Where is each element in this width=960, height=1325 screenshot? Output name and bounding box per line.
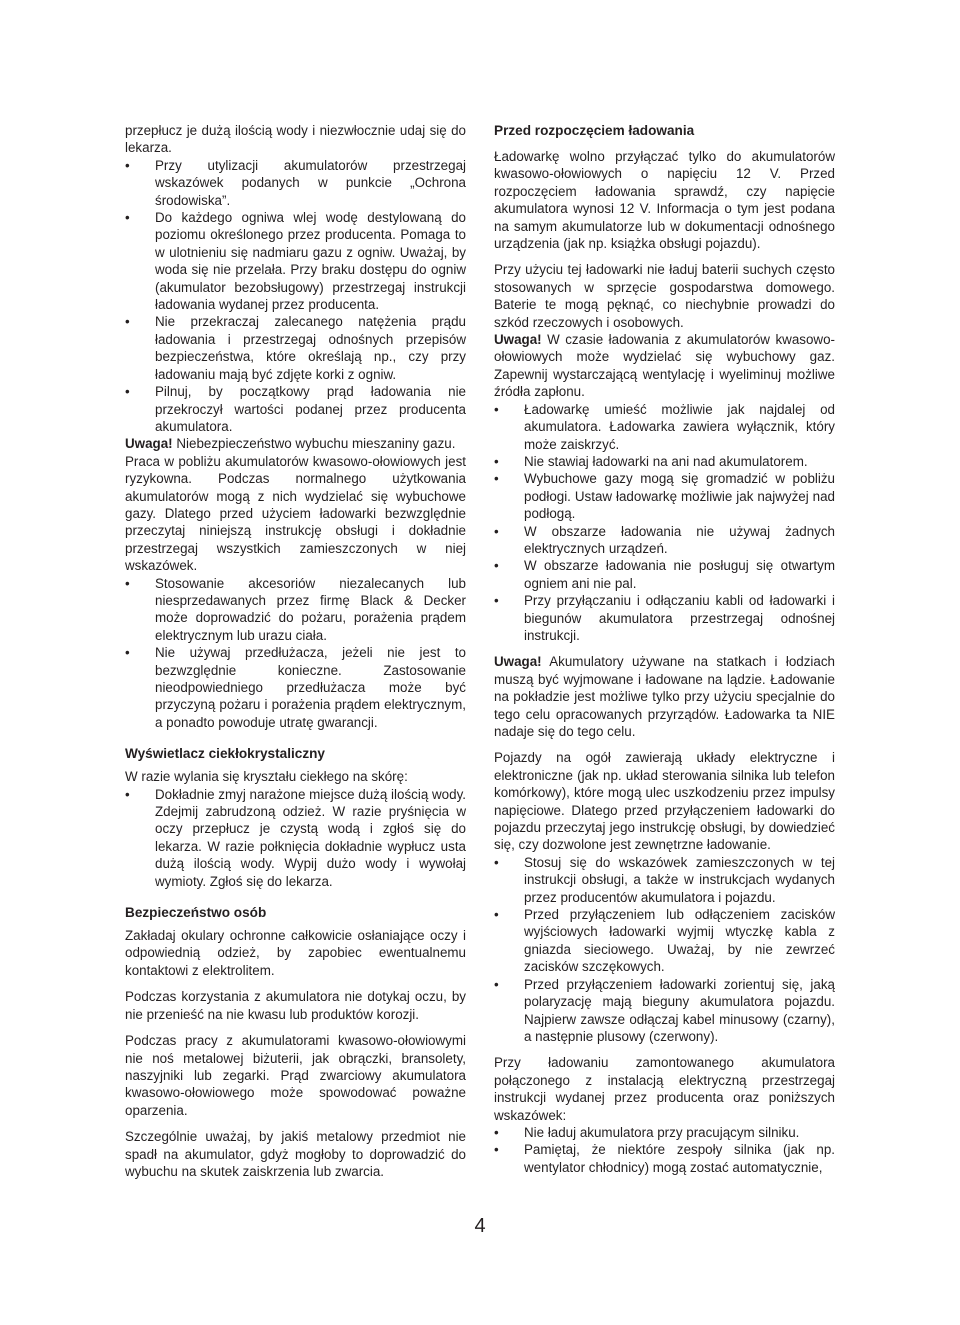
list-item: • Do każdego ogniwa wlej wodę destylowaną do poziomu określonego przez producenta. Pomaga to w ulotnieniu się nadmiaru gazu z ogniw. Uważaj, by woda się nie przelała. Przy braku dostępu do ogniw (akumulator bezobsługowy) przestrzegaj instrukcji ładowania wydanej przez producenta.	[125, 209, 466, 313]
warning-text: Niebezpieczeństwo wybuchu mieszaniny gazu.	[172, 436, 456, 452]
dry-batteries-paragraph: Przy użyciu tej ładowarki nie ładuj baterii suchych często stosowanych w sprzęcie gospodarstwa domowego. Baterie te mogą pęknąć, co niechybnie prowadzi do szkód rzeczowych i osobowych.	[494, 262, 835, 330]
accessories-list	[125, 575, 466, 732]
lcd-intro: W razie wylania się kryształu ciekłego na skórę:	[125, 769, 408, 785]
warning-label: Uwaga!	[494, 654, 542, 670]
boat-batteries-warning	[494, 653, 835, 740]
lead-acid-paragraph: Praca w pobliżu akumulatorów kwasowo-ołowiowych jest ryzykowna. Podczas normalnego użytkowania akumulatorów mogą z nich wydzielać się wybuchowe gazy. Dlatego przed użyciem ładowarki bezwzględnie przeczytaj niniejszą instrukcję obsługi i dokładnie przestrzegaj wszystkich zamieszczonych w niej wskazówek.	[125, 453, 466, 574]
lcd-list	[125, 786, 466, 890]
vehicles-list	[494, 854, 835, 1045]
installed-battery-paragraph: Przy ładowaniu zamontowanego akumulatora połączonego z instalacją elektryczną przestrzegaj instrukcji wydanej przez producenta oraz poniższych wskazówek:	[494, 1055, 835, 1123]
warning-text: Akumulatory używane na statkach i łodziach muszą być wyjmowane i ładowane na lądzie. Ładowanie na pokładzie jest możliwe tylko przy użyciu specjalnie do tego celu opracowanych przyrządów. Ładowarka ta NIE nadaje się do tego celu.	[494, 654, 835, 739]
warning-label: Uwaga!	[494, 332, 542, 348]
charging-precautions-list	[125, 157, 466, 436]
before-charging-heading: Przed rozpoczęciem ładowania	[494, 123, 695, 138]
warning-label: Uwaga!	[125, 436, 173, 452]
list-item: • Nie ładuj akumulatora przy pracującym silniku.	[494, 1124, 835, 1141]
personal-safety-heading: Bezpieczeństwo osób	[125, 905, 267, 921]
ventilation-list	[494, 401, 835, 645]
explosive-gas-warning	[494, 331, 835, 401]
list-item: • W obszarze ładowania nie posługuj się otwartym ogniem ani nie pal.	[494, 557, 835, 592]
safety-paragraph: Podczas korzystania z akumulatora nie dotykaj oczu, by nie przenieść na nie kwasu lub produktów korozji.	[125, 989, 466, 1022]
list-item: • Przed przyłączeniem ładowarki zorientuj się, jaką polaryzację mają bieguny akumulatora pojazdu. Najpierw zawsze odłączaj kabel minusowy (czarny), a następnie plusowy (czerwony).	[494, 976, 835, 1046]
safety-paragraph: Podczas pracy z akumulatorami kwasowo-ołowiowymi nie noś metalowej biżuterii, jak obrączki, bransolety, naszyjniki lub zegarki. Prąd zwarciowy akumulatora kwasowo-ołowiowego może spowodować poważne oparzenia.	[125, 1033, 466, 1118]
list-item: • Nie przekraczaj zalecanego natężenia prądu ładowania i przestrzegaj odnośnych przepisów bezpieczeństwa, które określają np., czy przy ładowaniu mają być zdjęte korki z ogniw.	[125, 313, 466, 383]
list-item: • Wybuchowe gazy mogą się gromadzić w pobliżu podłogi. Ustaw ładowarkę możliwie jak najwyżej nad podłogą.	[494, 470, 835, 522]
list-item: • Nie stawiaj ładowarki na ani nad akumulatorem.	[494, 453, 835, 470]
list-item: • Stosuj się do wskazówek zamieszczonych w tej instrukcji obsługi, a także w instrukcjach wydanych przez producentów akumulatora i pojazdu.	[494, 854, 835, 906]
right-column	[494, 122, 835, 1176]
installed-battery-list	[494, 1124, 835, 1176]
list-item: • Przed przyłączeniem lub odłączeniem zacisków wyjściowych ładowarki wyjmij wtyczkę kabla z gniazda sieciowego. Uważaj, by nie zewrzeć zacisków szczękowych.	[494, 906, 835, 976]
gas-warning	[125, 435, 466, 452]
page-number: 4	[474, 1215, 486, 1237]
list-item: • Nie używaj przedłużacza, jeżeli nie jest to bezwzględnie konieczne. Zastosowanie nieodpowiedniego przedłużacza może być przyczyną pożaru i porażenia prądem elektrycznym, a ponadto powoduje utratę gwarancji.	[125, 644, 466, 731]
intro-continuation: przepłucz je dużą ilością wody i niezwłocznie udaj się do lekarza.	[125, 123, 466, 156]
list-item: • Przy przyłączaniu i odłączaniu kabli od ładowarki i biegunów akumulatora przestrzegaj odnośnej instrukcji.	[494, 592, 835, 644]
lcd-heading: Wyświetlacz ciekłokrystaliczny	[125, 746, 325, 762]
safety-paragraph: Zakładaj okulary ochronne całkowicie osłaniające oczy i odpowiednią odzież, by zapobiec ewentualnemu kontaktowi z elektrolitem.	[125, 928, 466, 978]
list-item: • Pamiętaj, że niektóre zespoły silnika (jak np. wentylator chłodnicy) mogą zostać automatycznie,	[494, 1141, 835, 1176]
warning-text: W czasie ładowania z akumulatorów kwasowo-ołowiowych może wydzielać się wybuchowy gaz. Zapewnij wystarczającą wentylację i wyeliminuj możliwe źródła zapłonu.	[494, 332, 835, 400]
left-column	[125, 122, 466, 1180]
list-item: • Ładowarkę umieść możliwie jak najdalej od akumulatora. Ładowarka zawiera wyłącznik, który może zaiskrzyć.	[494, 401, 835, 453]
vehicles-paragraph: Pojazdy na ogół zawierają układy elektryczne i elektroniczne (jak np. układ sterowania silnika lub telefon komórkowy), które mogą ulec uszkodzeniu przez impulsy napięciowe. Dlatego przed przyłączeniem ładowarki do pojazdu przeczytaj jego instrukcję obsługi, by dowiedzieć się, czy dozwolone jest zewnętrzne ładowanie.	[494, 750, 835, 853]
list-item: • Pilnuj, by początkowy prąd ładowania nie przekroczył wartości podanej przez producenta akumulatora.	[125, 383, 466, 435]
list-item: • Dokładnie zmyj narażone miejsce dużą ilością wody. Zdejmij zabrudzoną odzież. W razie pryśnięcia w oczy przepłucz je czystą wodą i zgłoś się do lekarza. W razie połknięcia dokładnie wypłucz usta dużą ilością wody. Wypij dużo wody i wywołaj wymioty. Zgłoś się do lekarza.	[125, 786, 466, 890]
list-item: • Przy utylizacji akumulatorów przestrzegaj wskazówek podanych w punkcie „Ochrona środowiska”.	[125, 157, 466, 209]
before-charging-paragraph: Ładowarkę wolno przyłączać tylko do akumulatorów kwasowo-ołowiowych o napięciu 12 V. Przed rozpoczęciem ładowania sprawdź, czy napięcie akumulatora wynosi 12 V. Informacja o tym jest podana na samym akumulatorze lub w dokumentacji odnośnego urządzenia (jak np. książka obsługi pojazdu).	[494, 149, 835, 252]
safety-paragraph: Szczególnie uważaj, by jakiś metalowy przedmiot nie spadł na akumulator, gdyż mogłoby to doprowadzić do wybuchu na skutek zaiskrzenia lub zwarcia.	[125, 1129, 466, 1179]
list-item: • W obszarze ładowania nie używaj żadnych elektrycznych urządzeń.	[494, 523, 835, 558]
list-item: • Stosowanie akcesoriów niezalecanych lub niesprzedawanych przez firmę Black & Decker może doprowadzić do pożaru, porażenia prądem elektrycznym lub urazu ciała.	[125, 575, 466, 645]
